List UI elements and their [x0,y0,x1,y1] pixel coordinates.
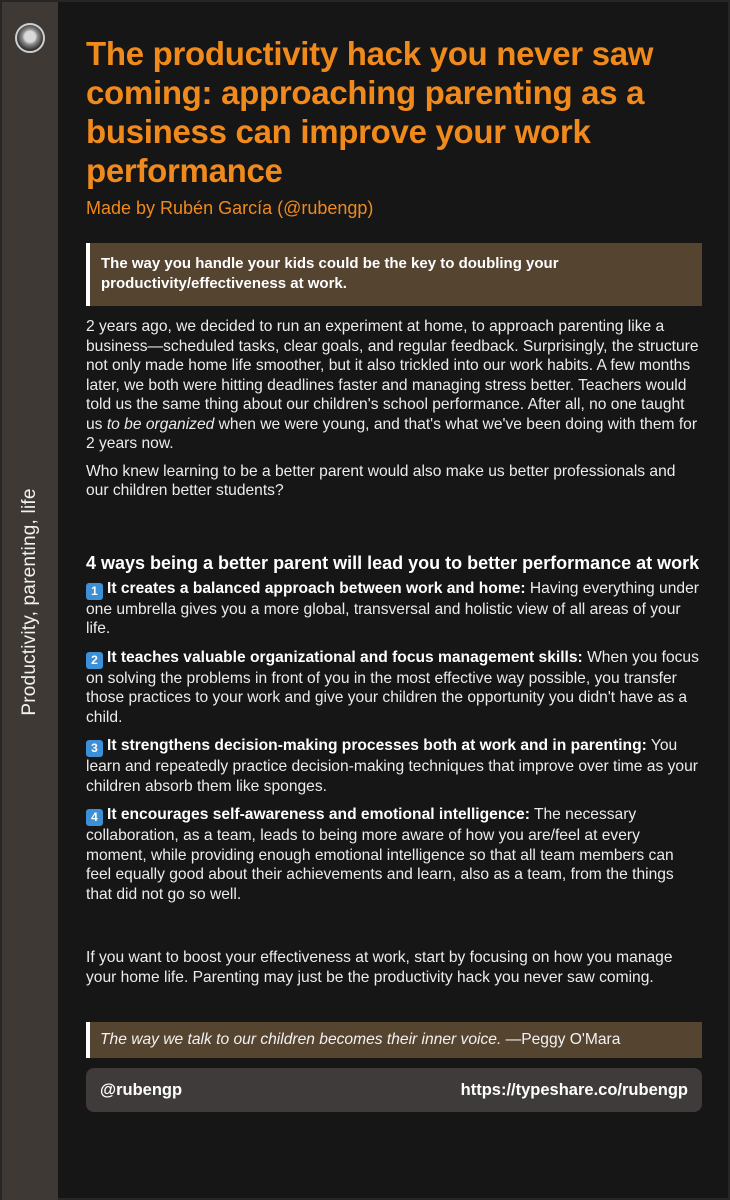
list-item [86,579,702,639]
list-item-title: It strengthens decision-making processes both at work and in parenting: [107,737,647,754]
list-item [86,805,702,904]
list-item-text: You learn and repeatedly practice decision-making techniques that improve over time as your children absorb them like sponges. [86,737,698,795]
intro-emphasis: to be organized [106,415,215,433]
footer-bar [86,1068,702,1112]
author-byline: Made by Rubén García (@rubengp) [86,198,374,218]
list-item-title: It teaches valuable organizational and focus management skills: [107,648,583,666]
quote-block [86,1022,702,1058]
footer-handle: @rubengp [100,1080,183,1099]
topics-label: Productivity, parenting, life [19,488,40,716]
number-two-icon: 2 [86,652,103,669]
number-three-icon: 3 [86,740,103,757]
number-four-icon: 4 [86,809,103,826]
quote-text: The way we talk to our children becomes their inner voice. [100,1031,502,1048]
list-item-text: The necessary collaboration, as a team, leads to being more aware of how you are/feel at every moment, while providing enough emotional intelligence so that all team members can feel equally good about their achievements and learn, also as a team, from the things that did not go so well. [86,806,674,903]
number-one-icon: 1 [86,583,103,600]
intro-text-start: 2 years ago, we decided to run an experiment at home, to approach parenting like a business—scheduled tasks, clear goals, and regular feedback. Surprisingly, the structure not only made home life smoother, but it also trickled into our work habits. A few months later, we both were hitting deadlines faster and managing stress better. Teachers would told us the same thing about our children's school performance. After all, no one taught us [86,318,699,433]
quote-author: —Peggy O'Mara [501,1031,621,1048]
main-content [86,34,702,1112]
intro-paragraph [86,317,702,454]
highlight-callout: The way you handle your kids could be the key to doubling your productivity/effectiveness at work. [86,243,702,306]
post-title: The productivity hack you never saw coming: approaching parenting as a business can improve your work performance [86,35,654,189]
sidebar [2,2,58,1200]
section-heading: 4 ways being a better parent will lead you to better performance at work [86,552,700,573]
list-item [86,736,702,796]
closing-paragraph: If you want to boost your effectiveness at work, start by focusing on how you manage your home life. Parenting may just be the productivity hack you never saw coming. [86,949,673,986]
list-item-title: It encourages self-awareness and emotional intelligence: [107,806,530,823]
list-item-title: It creates a balanced approach between work and home: [107,579,526,597]
list-item-text: Having everything under one umbrella gives you a more global, transversal and holistic view of all areas of your life. [86,579,699,637]
list-item-text: When you focus on solving the problems in front of you in the most effective way possible, you transfer those practices to your work and give your children the opportunity you didn't have as a child. [86,648,699,726]
avatar [15,23,45,53]
intro-question: Who knew learning to be a better parent would also make us better professionals and our children better students? [86,462,676,499]
list-item [86,648,702,728]
footer-link[interactable]: https://typeshare.co/rubengp [460,1080,688,1099]
intro-text-end: when we were young, and that's what we've been doing with them for 2 years now. [86,415,698,452]
